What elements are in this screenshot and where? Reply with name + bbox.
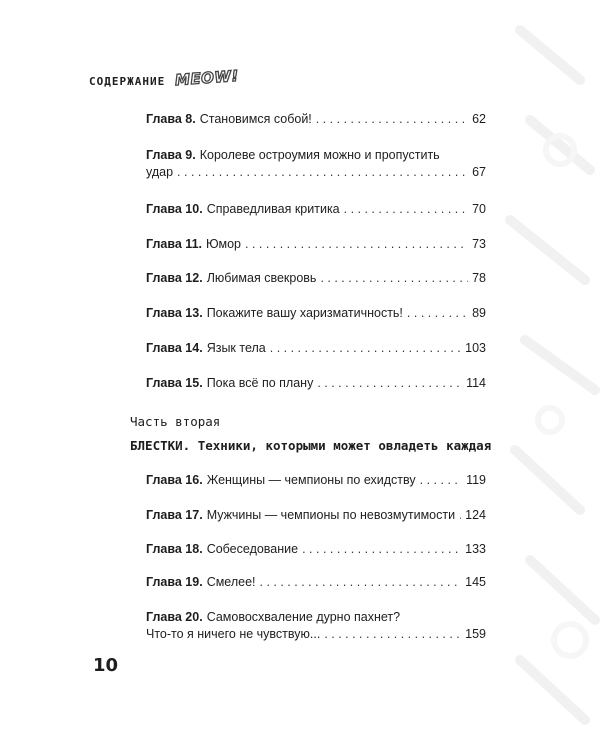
entry-title-cont: Что-то я ничего не чувствую... xyxy=(146,627,321,641)
toc-entry[interactable]: Глава 8. Становимся собой! . . . 62 xyxy=(146,111,486,128)
toc-entry[interactable]: Глава 11. Юмор . . . 73 xyxy=(146,236,486,253)
toc-entry[interactable]: Глава 17. Мужчины — чемпионы по невозмутимости . . . 124 xyxy=(146,507,486,524)
toc-entry[interactable]: Глава 12. Любимая свекровь . . . 78 xyxy=(146,270,486,287)
entry-page: 133 xyxy=(465,542,486,556)
entry-title: Смелее! xyxy=(206,575,256,589)
entry-page: 103 xyxy=(465,341,486,355)
toc-entry[interactable]: Глава 15. Пока всё по плану . . . 114 xyxy=(146,375,486,392)
page-number: 10 xyxy=(93,655,119,676)
decorative-pattern xyxy=(500,20,600,740)
entry-page: 70 xyxy=(472,202,486,216)
toc-entry[interactable]: Глава 14. Язык тела . . . 103 xyxy=(146,340,486,357)
part-heading xyxy=(130,410,491,458)
toc-entry[interactable]: Глава 20. Самовосхваление дурно пахнет? Что-то я ничего не чувствую... . . . 159 xyxy=(146,609,486,643)
entry-title: Язык тела xyxy=(206,341,266,355)
toc-entry[interactable]: Глава 18. Собеседование . . . 133 xyxy=(146,541,486,558)
running-head xyxy=(89,66,240,90)
toc-entry[interactable]: Глава 13. Покажите вашу харизматичность! . . . 89 xyxy=(146,305,486,322)
entry-page: 114 xyxy=(466,376,486,390)
entry-title: Становимся собой! xyxy=(199,112,312,126)
entry-title-cont: удар xyxy=(146,165,174,179)
entry-title: Мужчины — чемпионы по невозмутимости xyxy=(206,508,456,522)
entry-title: Самовосхваление дурно пахнет? xyxy=(206,610,401,624)
entry-title: Покажите вашу харизматичность! xyxy=(206,306,403,320)
part-label: Часть вторая xyxy=(130,414,221,429)
entry-page: 89 xyxy=(472,306,486,320)
entry-title: Пока всё по плану xyxy=(206,376,314,390)
entry-page: 73 xyxy=(472,237,486,251)
meow-logo: MEOW! xyxy=(174,66,240,90)
entry-title: Любимая свекровь xyxy=(206,271,317,285)
entry-page: 124 xyxy=(465,508,486,522)
part-subtitle: БЛЕСТКИ. Техники, которыми может овладеть каждая xyxy=(130,438,492,453)
entry-title: Королеве остроумия можно и пропустить xyxy=(199,148,440,162)
entry-title: Справедливая критика xyxy=(206,202,340,216)
entry-page: 145 xyxy=(465,575,486,589)
entry-page: 119 xyxy=(466,473,486,487)
entry-title: Собеседование xyxy=(206,542,299,556)
toc-entry[interactable]: Глава 9. Королеве остроумия можно и пропустить удар . . . 67 xyxy=(146,147,486,181)
running-head-title: СОДЕРЖАНИЕ xyxy=(89,74,166,88)
toc-entry[interactable]: Глава 16. Женщины — чемпионы по ехидству . . . 119 xyxy=(146,472,486,489)
entry-page: 78 xyxy=(472,271,486,285)
entry-title: Юмор xyxy=(206,237,241,251)
entry-page: 62 xyxy=(472,112,486,126)
entry-title: Женщины — чемпионы по ехидству xyxy=(206,473,416,487)
entry-page: 67 xyxy=(472,165,486,179)
entry-page: 159 xyxy=(465,627,486,641)
toc-entry[interactable]: Глава 19. Смелее! . . . 145 xyxy=(146,574,486,591)
toc-entry[interactable]: Глава 10. Справедливая критика . . . 70 xyxy=(146,201,486,218)
